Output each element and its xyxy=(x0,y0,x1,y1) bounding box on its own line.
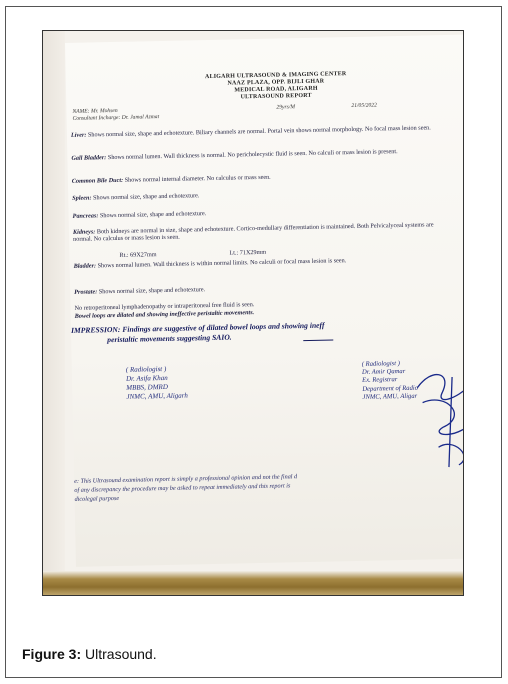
section-prostate xyxy=(74,281,444,296)
section-text: Shows normal size, shape and echotexture. xyxy=(98,286,206,296)
sig-right-title: Ex. Registrar xyxy=(362,376,398,385)
disclaimer-line-3: dicolegal purpose xyxy=(74,494,120,503)
header-line-2: NAAZ PLAZA, OPP. BIJLI GHAR xyxy=(227,78,325,87)
report-paper xyxy=(65,34,464,566)
kidney-right-size: Rt.: 69X27mm xyxy=(119,251,157,259)
section-text: Shows normal size, shape and echotexture. xyxy=(99,210,207,220)
impression-label: IMPRESSION: xyxy=(70,324,121,335)
section-label: Common Bile Duct: xyxy=(71,176,124,185)
sig-right-institution: JNMC, AMU, Aligar xyxy=(362,392,418,401)
section-label: Pancreas: xyxy=(72,212,99,220)
impression-underline xyxy=(303,339,333,341)
sig-right-role: ( Radiologist ) xyxy=(361,360,400,368)
section-pancreas xyxy=(73,205,443,220)
signature-left xyxy=(126,365,188,402)
photo-background xyxy=(43,31,65,595)
section-common-bile-duct xyxy=(72,170,442,185)
sig-right-name: Dr. Amir Qamar xyxy=(361,368,406,377)
figure-caption xyxy=(22,646,157,662)
section-label: Kidneys: xyxy=(72,228,96,236)
section-text: Shows normal lumen. Wall thickness is normal. No pericholecystic fluid is seen. No calculi or mass lesion is present. xyxy=(107,148,398,162)
header-line-4: ULTRASOUND REPORT xyxy=(240,92,312,101)
report-photo xyxy=(42,30,464,596)
sig-right-department: Department of Radio xyxy=(362,384,419,393)
sig-left-degree: MBBS, DMRD xyxy=(126,382,168,392)
signature-right xyxy=(362,360,419,402)
section-label: Prostate: xyxy=(74,288,98,296)
patient-age-sex: 29yrs/M xyxy=(276,104,296,111)
section-spleen xyxy=(72,187,442,202)
disclaimer-line-2: of any discrepancy the procedure may be asked to repeat immediately and this report is xyxy=(74,482,291,494)
section-liver xyxy=(71,124,441,139)
section-text: Both kidneys are normal in size, shape and echotexture. Cortico-medullary differentiation is maintained. Both Pelvicalyceal systems are normal. No calculus or mass lesion is seen. xyxy=(73,221,434,244)
section-label: Spleen: xyxy=(72,194,92,202)
sig-left-name: Dr. Asifa Khan xyxy=(125,373,168,383)
section-gall-bladder xyxy=(71,147,441,162)
section-kidneys xyxy=(73,221,443,243)
section-label: Bladder: xyxy=(73,262,97,270)
report-date: 21/05/2022 xyxy=(351,102,377,110)
kidney-left-size: Lt.: 71X29mm xyxy=(229,248,267,257)
bowel-note: Bowel loops are dilated and showing ineffective peristaltic movements. xyxy=(74,309,255,320)
section-text: Shows normal lumen. Wall thickness is within normal limits. No calculi or focal mass lesion is seen. xyxy=(97,257,347,270)
header-line-3: MEDICAL ROAD, ALIGARH xyxy=(234,85,318,94)
section-label: Liver: xyxy=(70,131,87,139)
caption-label: Figure 3: xyxy=(22,646,82,662)
sig-left-institution: JNMC, AMU, Aligarh xyxy=(126,391,188,401)
section-label: Gall Bladder: xyxy=(71,154,107,162)
impression-text: Findings are suggestive of dilated bowel loops and showing ineff xyxy=(122,320,325,334)
section-text: Shows normal internal diameter. No calculus or mass seen. xyxy=(124,173,271,184)
sig-left-role: ( Radiologist ) xyxy=(125,364,167,374)
impression-line-2: peristaltic movements suggesting SAIO. xyxy=(107,332,232,345)
section-text: Shows normal size, shape and echotexture. Biliary channels are normal. Portal vein shows normal morphology. No focal mass lesion seen. xyxy=(87,124,431,139)
photo-table-edge xyxy=(43,571,463,595)
patient-name: NAME: Mr. Mohsen xyxy=(72,107,118,115)
caption-text: Ultrasound. xyxy=(85,646,157,662)
section-text: Shows normal size, shape and echotexture. xyxy=(92,192,200,202)
consultant-line: Consultant Incharge: Dr. Jamal Azmat xyxy=(72,114,160,122)
header-line-1: ALIGARH ULTRASOUND & IMAGING CENTER xyxy=(204,71,347,81)
disclaimer-line-1: e: This Ultrasound examination report is simply a professional opinion and not the final d xyxy=(74,473,298,485)
peritoneal-note: No retroperitoneal lymphadenopathy or intraperitoneal free fluid is seen. xyxy=(74,301,255,312)
handwritten-signature xyxy=(412,356,464,478)
